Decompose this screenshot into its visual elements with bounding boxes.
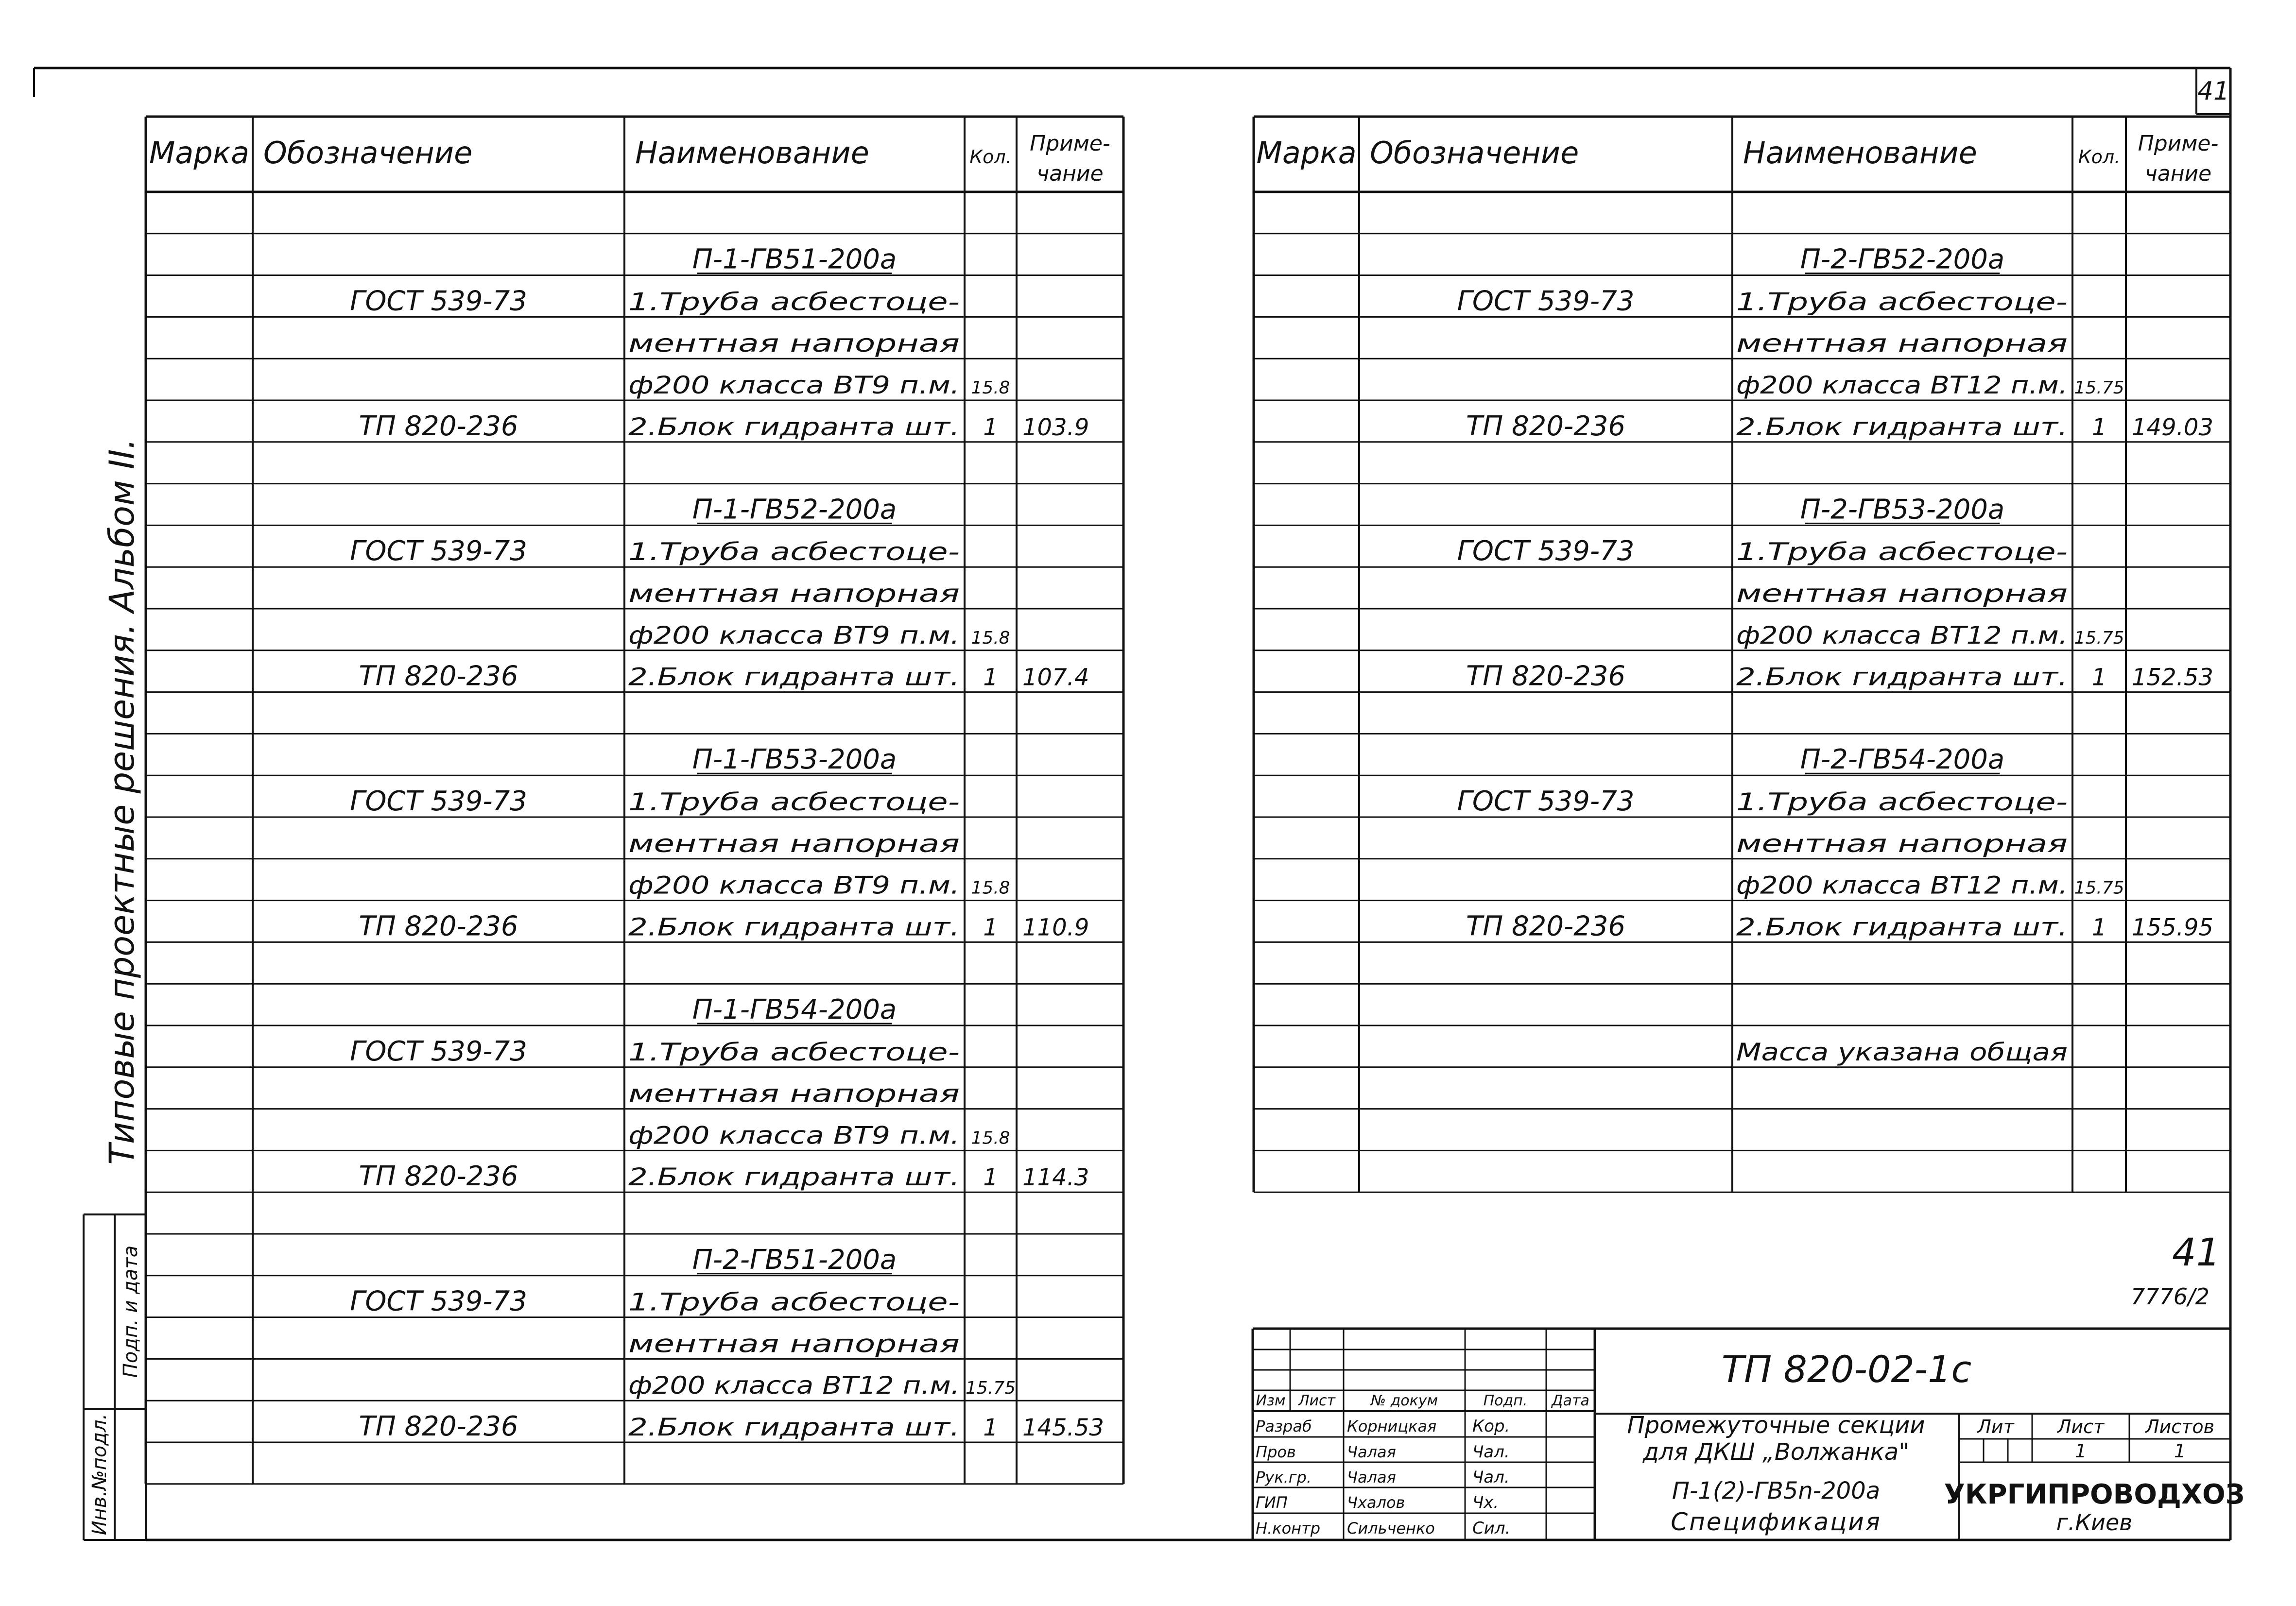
right-table-cell: 2.Блок гидранта шт. [1736, 663, 2068, 691]
tb-col-sheet: Лист [1298, 1392, 1336, 1409]
left-table-cell: ГОСТ 539-73 [350, 1035, 527, 1067]
page-number: 41 [2197, 77, 2230, 106]
left-table-cell: ГОСТ 539-73 [350, 786, 527, 817]
right-table-cell: 155.95 [2132, 914, 2213, 941]
left-table-cell: 114.3 [1022, 1164, 1089, 1192]
left-table-cell: П-1-ГВ51-200а [692, 243, 897, 275]
right-table-cell: ГОСТ 539-73 [1457, 535, 1635, 567]
left-table-cell: 2.Блок гидранта шт. [628, 913, 960, 941]
right-spec-table [1254, 117, 2230, 1192]
left-table-cell: ТП 820-236 [359, 1161, 518, 1193]
org-name: УКРГИПРОВОДХОЗ [1944, 1479, 2245, 1510]
left-table-cell: ментная напорная [628, 1079, 960, 1108]
left-table-cell: 1.Труба асбестоце- [628, 288, 960, 316]
right-table-header-0: Марка [1256, 135, 1357, 171]
right-table-cell: ТП 820-236 [1466, 910, 1626, 942]
left-table-cell: ф200 класса ВТ9 п.м. [628, 1121, 960, 1150]
right-table-cell: 1.Труба асбестоце- [1736, 288, 2068, 316]
tb-signature: Сил. [1472, 1519, 1511, 1538]
left-table-cell: 2.Блок гидранта шт. [628, 663, 960, 691]
left-table-cell: П-2-ГВ51-200а [692, 1244, 897, 1276]
left-table-cell: 15.8 [971, 628, 1010, 648]
left-table-header-1: Обозначение [263, 135, 473, 171]
left-table-cell: ментная напорная [628, 829, 960, 858]
left-table-cell: ф200 класса ВТ9 п.м. [628, 371, 960, 399]
tb-signature: Чал. [1472, 1468, 1510, 1487]
tb-role: ГИП [1256, 1493, 1288, 1512]
title-line-3: П-1(2)-ГВ5n-200а [1672, 1477, 1881, 1504]
left-table-header-3: Кол. [969, 146, 1012, 168]
left-table-cell: ГОСТ 539-73 [350, 285, 527, 317]
left-table-cell: 15.75 [965, 1378, 1016, 1399]
right-table-cell: 1.Труба асбестоце- [1736, 538, 2068, 566]
left-table-cell: ф200 класса ВТ9 п.м. [628, 871, 960, 900]
left-table-cell: ТП 820-236 [359, 410, 518, 442]
tb-col-change: Изм [1256, 1392, 1286, 1409]
stage-header-sheets: Листов [2145, 1416, 2214, 1437]
left-table-header-2: Наименование [635, 135, 869, 171]
left-table-cell: П-1-ГВ54-200а [692, 994, 897, 1025]
right-table-header-2: Наименование [1743, 135, 1977, 171]
right-table-cell: ф200 класса ВТ12 п.м. [1736, 871, 2068, 900]
side-label: Типовые проектные решения. Альбом II. [102, 438, 142, 1165]
sheets-value: 1 [2174, 1440, 2186, 1462]
right-table-cell: 1 [2091, 413, 2107, 441]
archive-number: 7776/2 [2131, 1283, 2210, 1310]
tb-role: Разраб [1256, 1417, 1312, 1435]
tb-signature: Чал. [1472, 1442, 1510, 1462]
left-table-cell: ф200 класса ВТ9 п.м. [628, 621, 960, 649]
left-table-cell: 2.Блок гидранта шт. [628, 1163, 960, 1192]
left-table-cell: ментная напорная [628, 1330, 960, 1358]
right-table-cell: ментная напорная [1736, 829, 2068, 858]
right-table-cell: ТП 820-236 [1466, 660, 1626, 692]
left-table-cell: 1.Труба асбестоце- [628, 538, 960, 566]
right-table-cell: ГОСТ 539-73 [1457, 786, 1635, 817]
left-table-cell: ТП 820-236 [359, 660, 518, 692]
left-table-cell: 1.Труба асбестоце- [628, 1038, 960, 1066]
tb-role: Рук.гр. [1256, 1468, 1312, 1486]
left-table-cell: ф200 класса ВТ12 п.м. [628, 1371, 960, 1400]
left-table-cell: 103.9 [1022, 413, 1089, 441]
right-table-cell: П-2-ГВ52-200а [1800, 243, 2005, 275]
left-table-cell: 2.Блок гидранта шт. [628, 412, 960, 441]
left-table-cell: ТП 820-236 [359, 1411, 518, 1442]
left-table-cell: 1.Труба асбестоце- [628, 1288, 960, 1316]
tb-col-date: Дата [1552, 1392, 1589, 1409]
title-line-4: Спецификация [1671, 1508, 1882, 1536]
right-table-header-note-2: чание [2144, 161, 2212, 186]
tb-col-doc: № докум [1370, 1392, 1438, 1409]
left-table-cell: 2.Блок гидранта шт. [628, 1413, 960, 1441]
left-table-cell: ГОСТ 539-73 [350, 1285, 527, 1317]
left-table-cell: 1 [983, 664, 998, 691]
tb-person: Сильченко [1347, 1519, 1435, 1538]
left-table-cell: 1.Труба асбестоце- [628, 788, 960, 816]
right-table-cell: 15.75 [2074, 628, 2124, 648]
left-table-cell: 1 [983, 914, 998, 941]
right-table-cell: 152.53 [2132, 664, 2213, 691]
title-line-2: для ДКШ „Волжанка" [1642, 1438, 1910, 1466]
right-table-header-1: Обозначение [1370, 135, 1579, 171]
left-table-cell: ГОСТ 539-73 [350, 535, 527, 567]
tb-person: Корницкая [1347, 1417, 1437, 1435]
left-table-cell: ментная напорная [628, 329, 960, 358]
left-table-cell: 145.53 [1022, 1414, 1104, 1441]
left-table-cell: 15.8 [971, 1128, 1010, 1148]
right-table-cell: ф200 класса ВТ12 п.м. [1736, 371, 2068, 399]
right-table-cell: ГОСТ 539-73 [1457, 285, 1635, 317]
tb-person: Чалая [1347, 1468, 1396, 1486]
right-table-cell: 15.75 [2074, 378, 2124, 398]
left-table-cell: 107.4 [1022, 664, 1089, 691]
tb-role: Пров [1256, 1443, 1296, 1461]
title-block [1253, 1329, 2244, 1540]
left-table-cell: П-1-ГВ53-200а [692, 744, 897, 776]
left-table-header-note-2: чание [1036, 161, 1104, 186]
tb-person: Чалая [1347, 1443, 1396, 1461]
left-table-header-0: Марка [149, 135, 250, 171]
right-table-cell: П-2-ГВ53-200а [1800, 494, 2005, 526]
sheet-number-handwritten: 41 [2172, 1231, 2221, 1275]
tb-signature: Чх. [1472, 1493, 1499, 1512]
right-table-cell: Масса указана общая [1736, 1038, 2068, 1066]
right-table-cell: 149.03 [2132, 413, 2213, 441]
doc-code: ТП 820-02-1с [1721, 1348, 1972, 1391]
right-table-cell: 1.Труба асбестоце- [1736, 788, 2068, 816]
tb-roles [1256, 1417, 1510, 1538]
left-table-cell: 1 [983, 1414, 998, 1441]
right-table-cell: ТП 820-236 [1466, 410, 1626, 442]
tb-person: Чхалов [1347, 1493, 1405, 1512]
binding-inventory-label: Инв.№подл. [88, 1413, 111, 1536]
binding-strip [84, 1214, 146, 1540]
stage-header-lit: Лит [1977, 1416, 2014, 1437]
stage-header-sheet: Лист [2057, 1416, 2105, 1437]
right-table-cell: ф200 класса ВТ12 п.м. [1736, 621, 2068, 649]
right-table-cell: 1 [2091, 664, 2107, 691]
left-spec-table [146, 117, 1123, 1484]
left-table-cell: 15.8 [971, 878, 1010, 898]
left-table-cell: П-1-ГВ52-200а [692, 494, 897, 526]
right-table-cell: 2.Блок гидранта шт. [1736, 913, 2068, 941]
right-table-cell: 2.Блок гидранта шт. [1736, 412, 2068, 441]
left-table-cell: 1 [983, 1164, 998, 1192]
left-table-header-note-1: Приме- [1030, 131, 1110, 156]
org-city: г.Киев [2056, 1509, 2133, 1536]
right-table-cell: П-2-ГВ54-200а [1800, 744, 2005, 776]
tb-role: Н.контр [1256, 1519, 1321, 1538]
title-line-1: Промежуточные секции [1627, 1412, 1925, 1439]
left-table-cell: 110.9 [1022, 914, 1089, 941]
right-table-header-note-1: Приме- [2138, 131, 2219, 156]
right-table-cell: 1 [2091, 914, 2107, 941]
left-table-cell: ментная напорная [628, 580, 960, 608]
right-table-cell: ментная напорная [1736, 580, 2068, 608]
right-table-cell: ментная напорная [1736, 329, 2068, 358]
sheet-value: 1 [2074, 1440, 2087, 1462]
left-table-cell: 1 [983, 413, 998, 441]
left-table-cell: ТП 820-236 [359, 910, 518, 942]
right-table-cell: 15.75 [2074, 878, 2124, 898]
right-table-header-3: Кол. [2078, 146, 2121, 168]
binding-sign-date-label: Подп. и дата [120, 1245, 142, 1378]
tb-col-sign: Подп. [1483, 1392, 1528, 1409]
tb-signature: Кор. [1472, 1417, 1510, 1436]
left-table-cell: 15.8 [971, 378, 1010, 398]
